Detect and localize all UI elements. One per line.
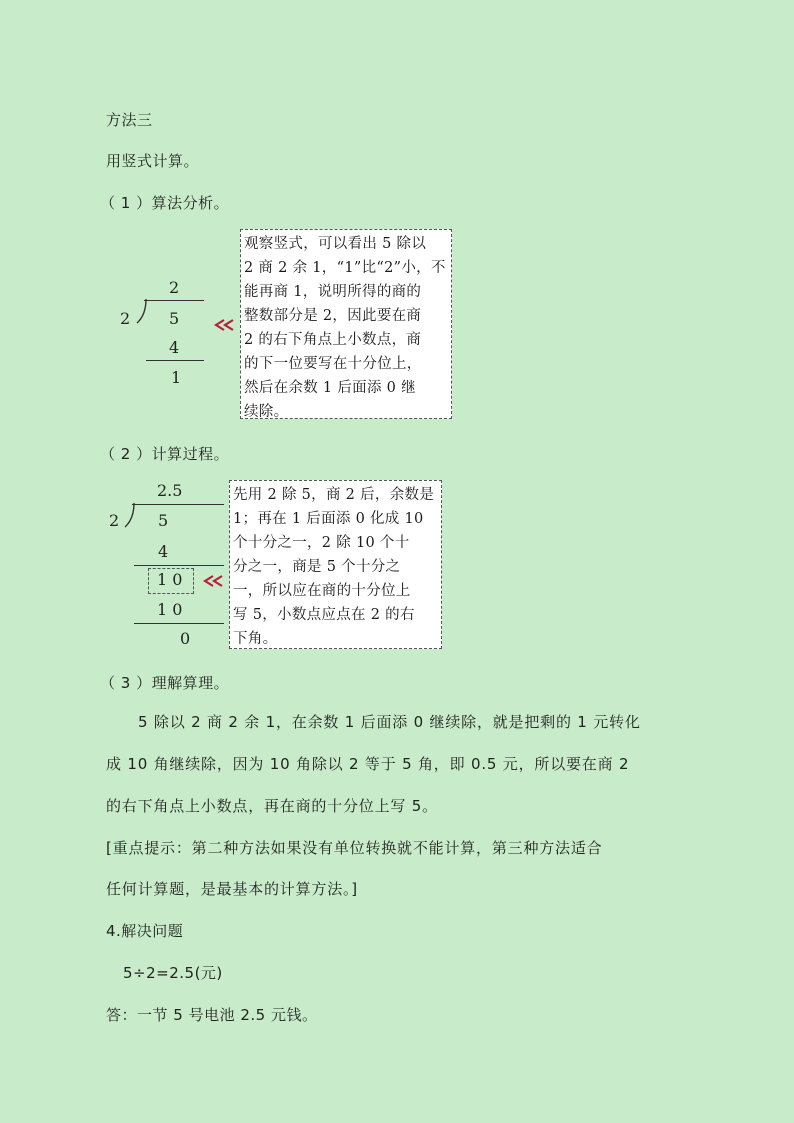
division-bracket [124,503,138,529]
tip-line-1: [重点提示：第二种方法如果没有单位转换就不能计算，第三种方法适合 [106,839,603,857]
paragraph-line-1: 5 除以 2 商 2 余 1，在余数 1 后面添 0 继续除，就是把剩的 1 元转化 [138,713,641,731]
double-arrow-icon [203,575,225,587]
paragraph-line-3: 的右下角点上小数点，再在商的十分位上写 5。 [106,797,438,815]
heading-method-3: 方法三 [106,111,153,129]
step1-label: （ 1 ）算法分析。 [100,194,230,212]
answer: 答：一节 5 号电池 2.5 元钱。 [106,1006,318,1024]
step2-label: （ 2 ）计算过程。 [100,445,230,463]
subtraction-line [134,565,224,566]
quotient: 2.5 [157,481,183,500]
equation: 5÷2=2.5(元) [123,964,223,982]
divisor: 2 [120,309,131,328]
dividend: 5 [158,511,169,530]
final-remainder: 0 [180,629,191,648]
product-2: 1 0 [157,600,183,619]
dividend: 5 [169,309,180,328]
remainder: 1 [171,368,182,387]
step3-label: （ 3 ）理解算理。 [100,674,230,692]
paragraph-line-2: 成 10 角继续除，因为 10 角除以 2 等于 5 角，即 0.5 元，所以要在商 2 [106,755,630,773]
product: 4 [169,338,180,357]
explanation-box-1: 观察竖式，可以看出 5 除以 2 商 2 余 1，“1”比“2”小，不 能再商 1，说明所得的商的 整数部分是 2，因此要在商 2 的右下角点上小数点，商 的下一位要写在十分位上， 然后在余数 1 后面添 0 继 续除。 [240,229,452,419]
quotient: 2 [169,278,180,297]
double-arrow-icon [214,319,236,331]
tip-line-2: 任何计算题，是最基本的计算方法。] [106,880,358,898]
section-4-heading: 4.解决问题 [106,922,184,940]
division-bar [144,300,204,301]
division-bar [132,504,224,505]
division-bracket [136,299,150,325]
explanation-box-2: 先用 2 除 5，商 2 后，余数是 1；再在 1 后面添 0 化成 10 个十分之一，2 除 10 个十 分之一，商是 5 个十分之 一，所以应在商的十分位上 写 5，小数点应点在 2 的右 下角。 [229,480,442,649]
intro-text: 用竖式计算。 [106,152,200,170]
subtraction-line [146,360,204,361]
subtraction-line-2 [134,623,224,624]
divisor: 2 [109,511,120,530]
product: 4 [158,542,169,561]
remainder-with-zero: 1 0 [157,570,183,589]
